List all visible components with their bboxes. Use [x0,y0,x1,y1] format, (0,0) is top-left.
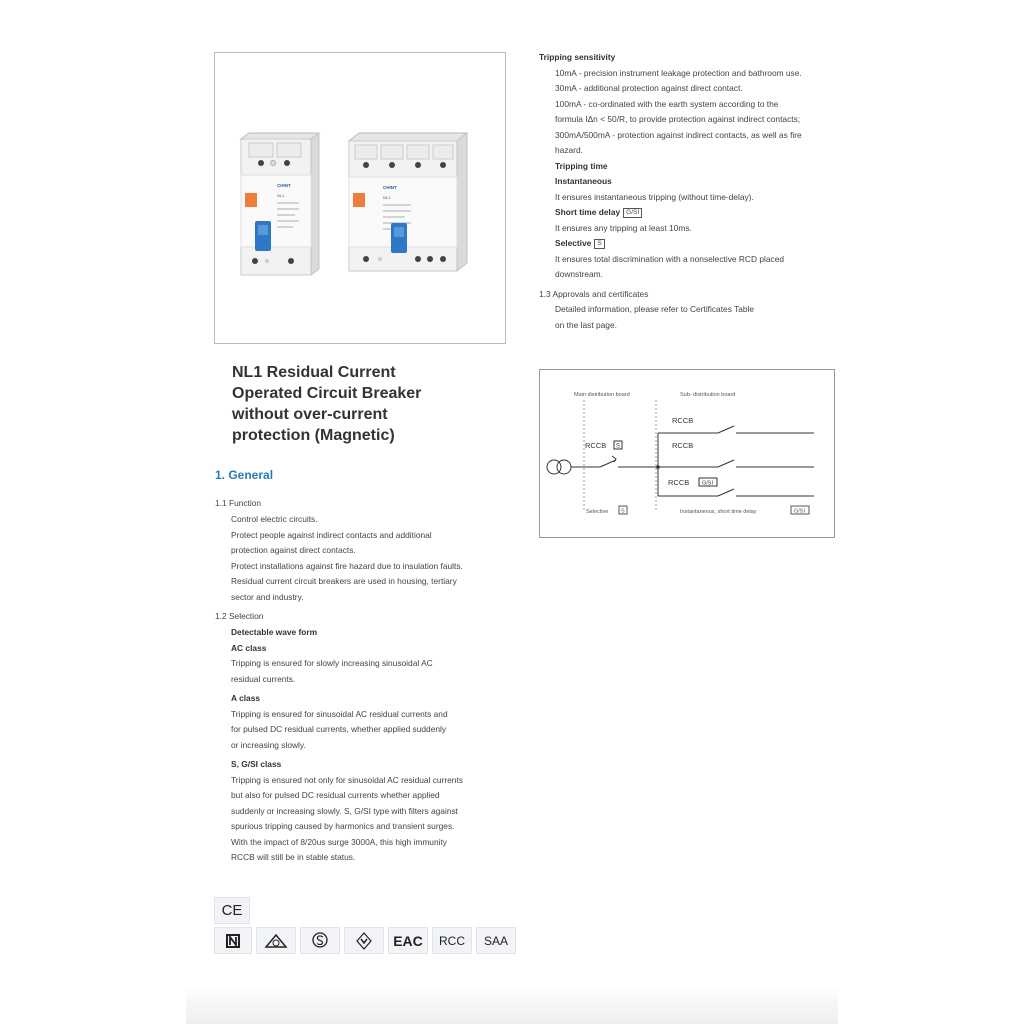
inst-gsi-tag: G/SI [794,508,806,515]
tripping-time-heading: Tripping time [555,160,608,171]
text-line: Tripping is ensured for slowly increasing sinusoidal AC [231,658,433,668]
title-line: without over-current [232,406,388,423]
cb-certificate-icon [344,927,384,954]
text-line: downstream. [555,269,603,279]
selection-text [231,625,501,866]
rccb-2-pole [241,133,319,275]
selective-heading: Selective [555,238,592,248]
sub-board-label: Sub- distribution board [680,392,736,398]
ac-class-heading: AC class [231,642,267,653]
rccb-sub3-label: RCCB [668,478,690,487]
main-board-label: Main distribution board [574,392,630,398]
cert-row-top [214,897,250,924]
selection-heading: 1.2 Selection [215,611,264,621]
ove-diamond-icon [256,927,296,954]
text-line: RCCB will still be in stable status. [231,852,356,862]
text-line: It ensures instantaneous tripping (without time-delay). [555,191,754,202]
saa-mark: SAA [476,927,516,954]
text-line: Protect installations against fire hazard due to insulation faults. [231,560,463,571]
text-line: Tripping is ensured for sinusoidal AC residual currents and [231,708,448,719]
text-line: spurious tripping caused by harmonics and transient surges. [231,821,455,831]
text-line: Control electric circuits. [231,514,318,524]
instantaneous-heading: Instantaneous [555,176,612,186]
text-line: Detailed information, please refer to Certificates Table [555,304,755,314]
rccb-4-pole [349,133,467,271]
a-class-heading: A class [231,693,261,703]
title-line: Operated Circuit Breaker [232,385,422,402]
product-photo [214,52,506,344]
text-line: 300mA/500mA - protection against indirect contacts, as well as fire [555,129,802,140]
rccb-main-label: RCCB [585,441,607,450]
model-label-small: NL1 [277,193,285,198]
text-line: residual currents. [231,673,296,684]
text-line: Protect people against indirect contacts and additional [231,529,432,540]
function-heading: 1.1 Function [215,498,262,508]
text-line: on the last page. [555,319,617,330]
wave-form-heading: Detectable wave form [231,627,318,637]
text-line: 10mA - precision instrument leakage protection and bathroom use. [555,67,802,78]
text-line: for pulsed DC residual currents, whether applied suddenly [231,724,447,734]
rccb-sub2-label: RCCB [672,441,694,450]
page-shadow [186,985,838,1024]
sensitivity-heading: Tripping sensitivity [539,52,616,62]
tripping-column [539,50,835,333]
title-line: protection (Magnetic) [232,427,395,444]
text-line: formula IΔn < 50/R, to provide protection against indirect contacts; [555,114,801,124]
text-line: It ensures total discrimination with a nonselective RCD placed [555,253,785,264]
section-heading-general: 1. General [215,468,274,482]
text-line: protection against direct contacts. [231,545,356,555]
text-line: It ensures any tripping at least 10ms. [555,222,692,233]
text-line: suddenly or increasing slowly. S, G/SI type with filters against [231,805,458,816]
eac-mark: EAC [388,927,428,954]
rccb-devices-illustration [215,53,505,343]
model-label-large: NL1 [383,195,391,200]
main-s-tag: S [616,443,621,450]
ce-mark: CE [214,897,250,924]
title-line: NL1 Residual Current [232,364,396,381]
text-line: 100mA - co-ordinated with the earth system according to the [555,98,779,109]
brand-label-large: CHINT [383,185,397,190]
text-line: sector and industry. [231,591,304,602]
text-line: Residual current circuit breakers are used in housing, tertiary [231,576,457,586]
product-title [232,362,492,446]
diagram-svg [540,370,834,537]
instantaneous-label: Instantaneous, short time delay [680,509,757,515]
brand-label-small: CHINT [277,183,291,188]
s-tag: S [594,239,604,249]
selective-label: Selective [586,509,609,515]
rccb-sub1-label: RCCB [672,416,694,425]
text-line: With the impact of 8/20us surge 3000A, this high immunity [231,836,447,847]
selective-s-tag: S [621,508,625,515]
approvals-heading: 1.3 Approvals and certificates [539,288,649,299]
sub-gsi-tag: G/SI [702,480,714,487]
function-text [231,512,501,605]
text-line: or increasing slowly. [231,739,306,750]
short-delay-heading: Short time delay [555,207,621,217]
text-line: but also for pulsed DC residual currents whether applied [231,790,440,800]
gsi-tag: G/SI [623,208,642,218]
text-line: Tripping is ensured not only for sinusoidal AC residual currents [231,774,463,785]
semko-s-icon [300,927,340,954]
cert-row-bottom [214,927,516,954]
rcc-mark: RCC [432,927,472,954]
text-line: hazard. [555,145,583,155]
s-class-heading: S, G/SI class [231,759,282,769]
n-mark-icon [214,927,252,954]
rccb-selectivity-diagram [539,369,835,538]
text-line: 30mA - additional protection against direct contact. [555,83,743,93]
